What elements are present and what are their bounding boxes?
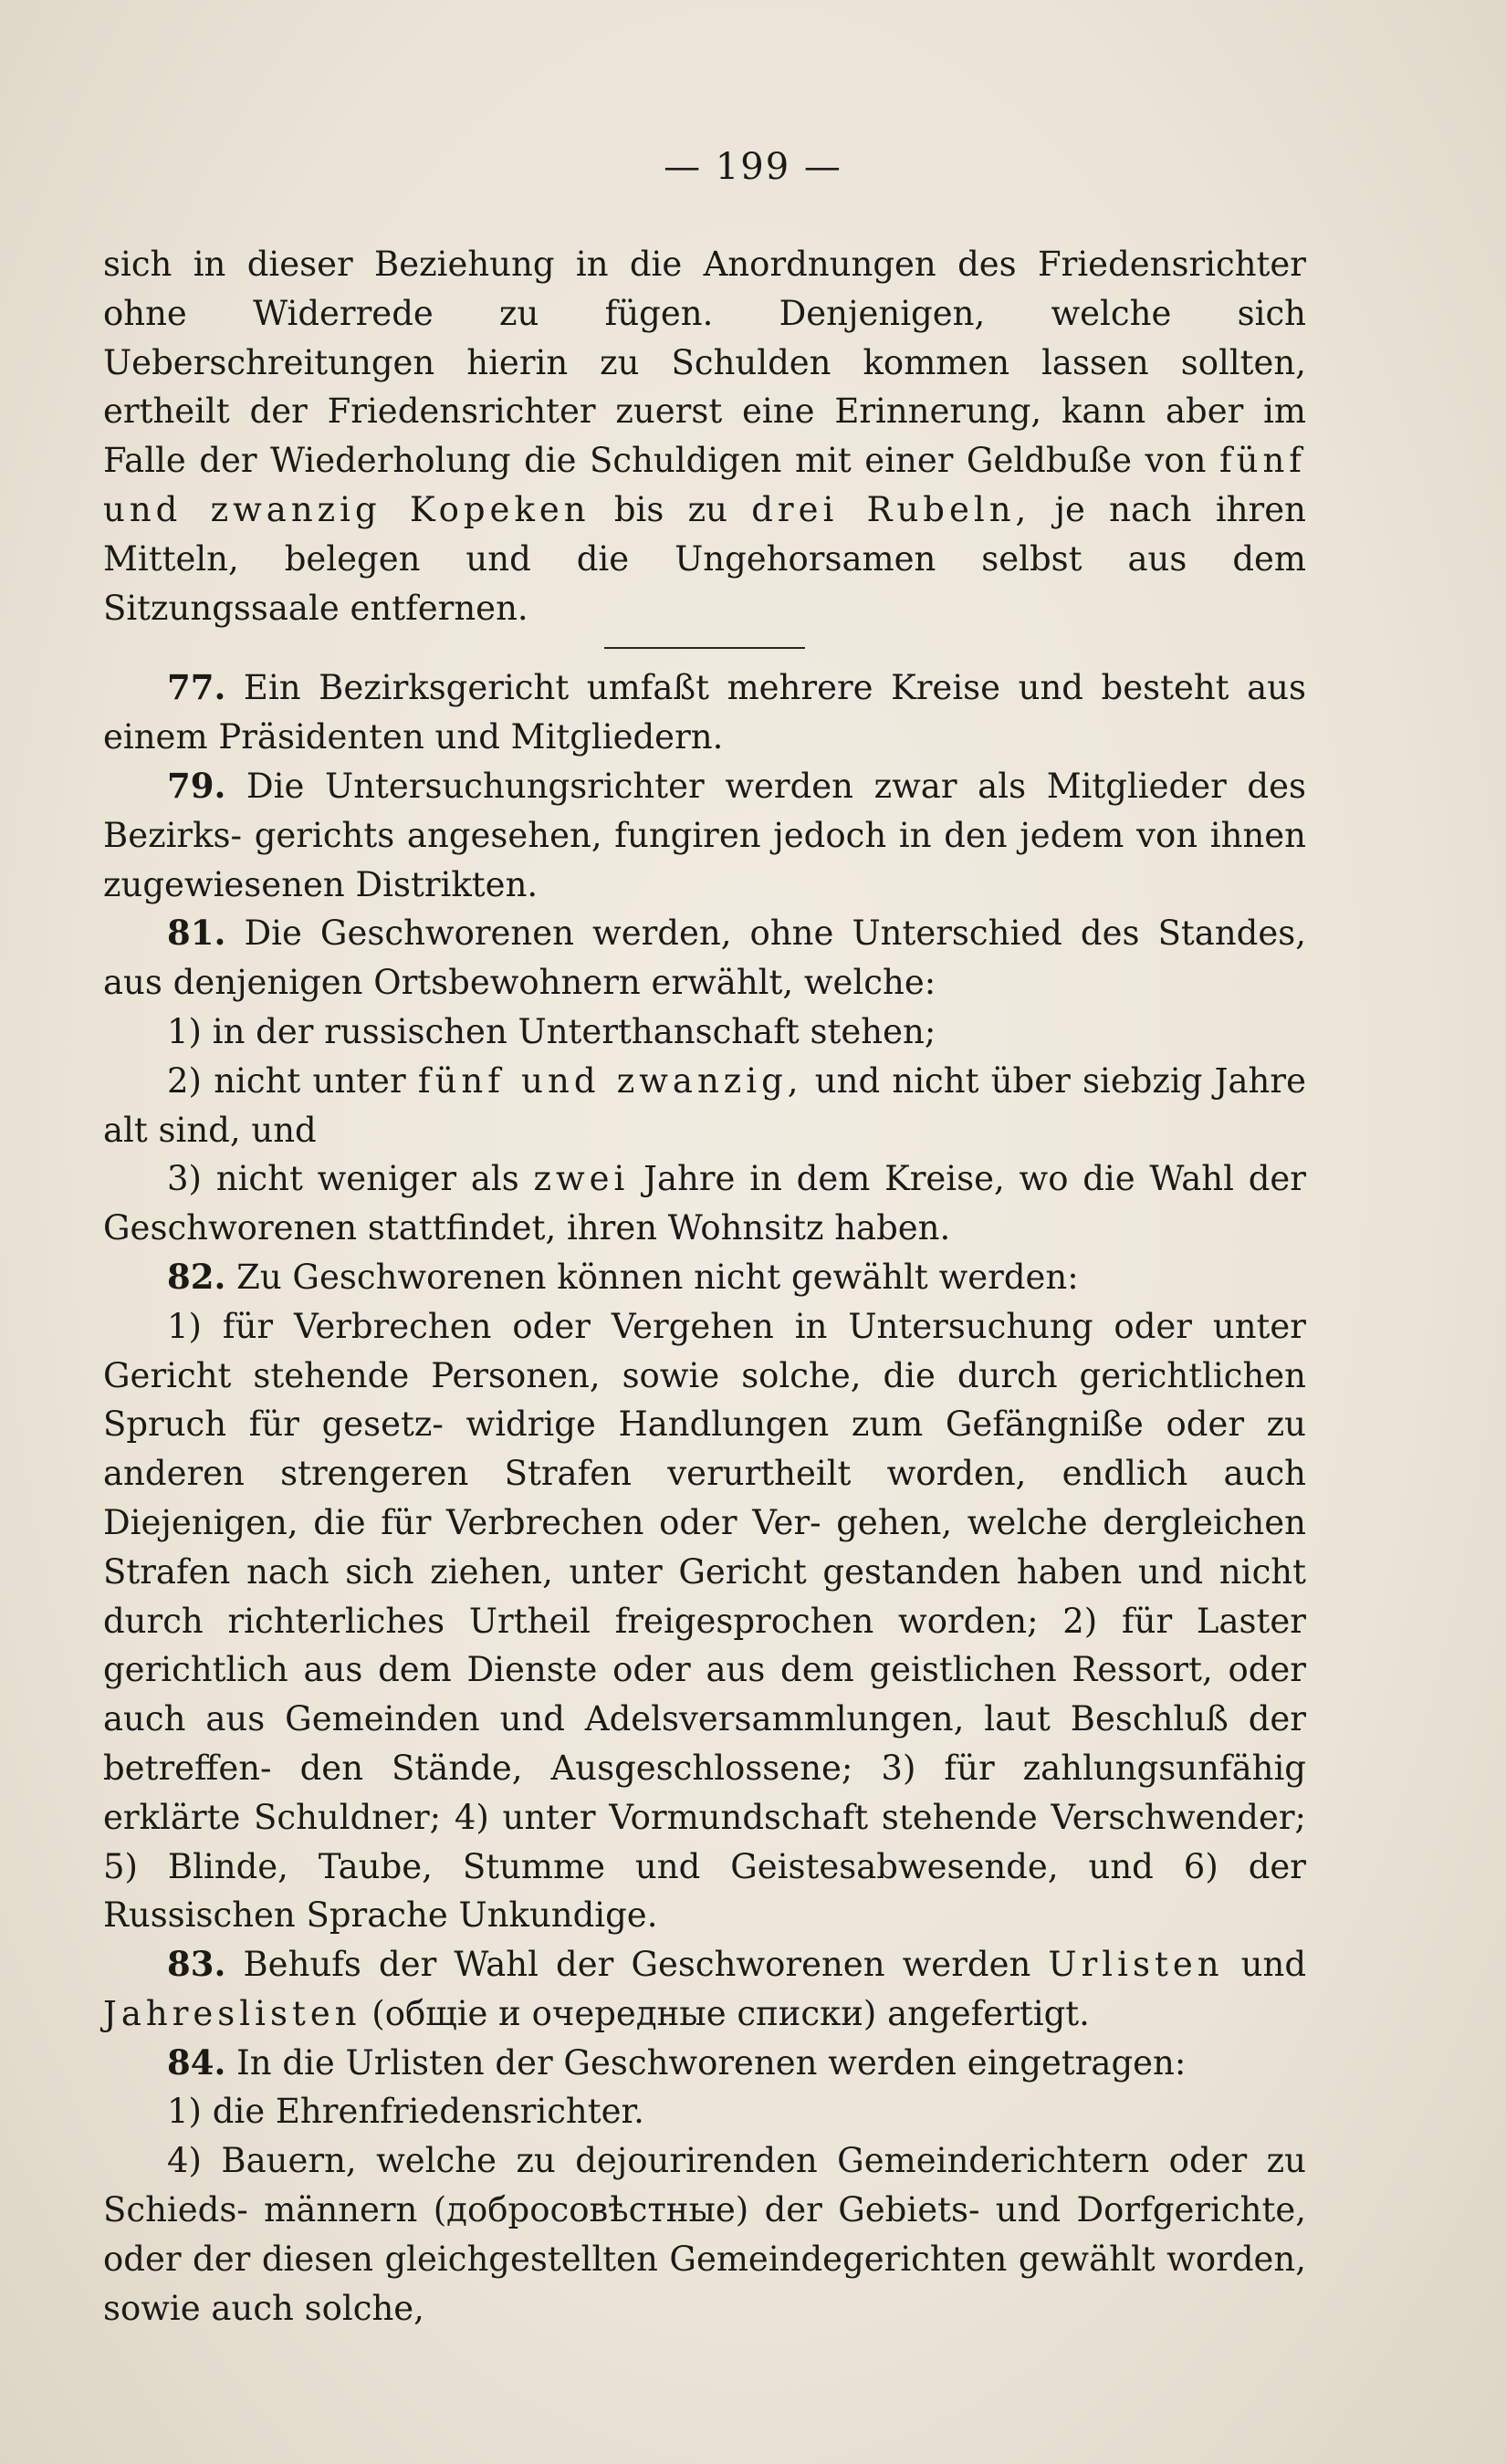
text-line: 1) in der russischen Unterthanschaft stehen;: [167, 1011, 936, 1051]
spaced-text: fünf und zwanzig,: [417, 1060, 803, 1101]
text-line: 3) nicht weniger als: [167, 1159, 534, 1199]
section-text: Die Untersuchungsrichter werden zwar als Mitglieder des Bezirks-: [103, 766, 1306, 855]
section-number: 77.: [167, 667, 226, 708]
text-line: diesen gleichgestellten Gemeindegerichten gewählt worden, sowie auch solche,: [103, 2239, 1306, 2328]
section-text: Zu Geschworenen können nicht gewählt werden:: [225, 1257, 1079, 1297]
text-line: (общіе и очередные списки) angefertigt.: [361, 1993, 1090, 2033]
list-item: [103, 1302, 1306, 1940]
text-line: 2) nicht unter: [167, 1060, 418, 1101]
spaced-text: fünf und zwanzig Kopeken: [103, 441, 1306, 529]
text-line: Sitzungssaale entfernen.: [103, 588, 528, 628]
section-text: In die Urlisten der Geschworenen werden eingetragen:: [225, 2042, 1187, 2083]
section-82: [103, 1253, 1306, 1302]
text-line: verurtheilt worden, endlich auch Diejenigen, die für Verbrechen oder Ver-: [103, 1454, 1306, 1542]
text-line: männern (добросовѣстные) der Gebiets- und Dorfgerichte, oder der: [103, 2190, 1306, 2279]
spaced-text: zwei: [533, 1159, 630, 1199]
section-83: [103, 1940, 1306, 2039]
text-line: gerichts angesehen, fungiren jedoch in den jedem von ihnen zugewiesenen: [103, 815, 1306, 904]
text-line: Schulden kommen lassen sollten, ertheilt der Friedensrichter zuerst eine: [103, 342, 1306, 432]
list-item: [103, 1057, 1306, 1155]
section-text: und: [1223, 1945, 1307, 1985]
spaced-text: drei Rubeln,: [751, 489, 1031, 529]
list-item: [103, 2136, 1306, 2333]
text-line: 1) die Ehrenfriedensrichter.: [167, 2092, 644, 2132]
text-line: und nicht über siebzig Jahre: [802, 1060, 1306, 1101]
list-item: [103, 1154, 1306, 1253]
section-number: 81.: [167, 913, 226, 954]
section-number: 83.: [167, 1944, 226, 1985]
page-number: — 199 —: [664, 146, 842, 188]
text-line: Jahre in dem Kreise, wo die Wahl der: [629, 1159, 1306, 1199]
section-84: [103, 2039, 1306, 2088]
paragraph-continuation: [103, 240, 1306, 632]
text-line: Widerrede zu fügen. Denjenigen, welche sich Ueberschreitungen hierin zu: [103, 293, 1306, 382]
text-line: den Stände, Ausgeschlossene; 3) für zahlungsunfähig erklärte Schuldner;: [103, 1748, 1306, 1837]
spaced-text: Urlisten: [1048, 1945, 1224, 1985]
text-line: widrige Handlungen zum Gefängniße oder zu anderen strengeren Strafen: [103, 1404, 1306, 1494]
text-line: sich in dieser Beziehung in die Anordnungen des Friedensrichter ohne: [103, 245, 1306, 333]
text-line: haben und nicht durch richterliches Urtheil freigesprochen worden; 2) für: [103, 1551, 1306, 1641]
spaced-text: Jahreslisten: [103, 1993, 361, 2033]
text-line: Erinnerung, kann aber im Falle der Wiederholung die Schuldigen mit: [103, 392, 1307, 481]
text-line: Geschworenen stattfindet, ihren Wohnsitz haben.: [103, 1208, 951, 1248]
text-line: gehen, welche dergleichen Strafen nach sich ziehen, unter Gericht gestanden: [103, 1502, 1306, 1592]
section-text: Ein Bezirksgericht umfaßt mehrere Kreise und besteht aus einem: [103, 668, 1306, 757]
section-81: [103, 909, 1306, 1008]
body-text: [103, 240, 1306, 2333]
text-line: Präsidenten und Mitgliedern.: [218, 717, 724, 757]
text-line: 4) Bauern, welche zu dejourirenden Gemeinderichtern oder zu Schieds-: [103, 2141, 1306, 2230]
text-line: je nach ihren Mitteln, belegen und die Ungehorsamen selbst aus dem: [103, 489, 1306, 579]
section-text: Die Geschworenen werden, ohne Unterschied des Standes, aus: [103, 914, 1306, 1003]
text-line: auch aus Gemeinden und Adelsversammlungen, laut Beschluß der betreffen-: [103, 1699, 1306, 1788]
section-77: [103, 663, 1306, 762]
section-number: 79.: [167, 765, 226, 806]
section-79: [103, 762, 1306, 909]
text-line: alt sind, und: [103, 1110, 317, 1150]
text-line: 4) unter Vormundschaft stehende Verschwender; 5) Blinde, Taube, Stumme: [103, 1797, 1306, 1886]
section-text: Behufs der Wahl der Geschworenen werden: [225, 1945, 1049, 1985]
section-number: 84.: [167, 2041, 226, 2083]
text-line: denjenigen Ortsbewohnern erwählt, welche:: [173, 963, 936, 1003]
text-line: Distrikten.: [355, 864, 539, 904]
text-line: und Geistesabwesende, und 6) der Russischen Sprache Unkundige.: [103, 1846, 1306, 1936]
text-line: bis zu: [590, 489, 752, 529]
text-line: Laster gerichtlich aus dem Dienste oder aus dem geistlichen Ressort, oder: [103, 1601, 1306, 1690]
section-divider: [604, 647, 805, 649]
text-line: 1) für Verbrechen oder Vergehen in Untersuchung oder unter Gericht: [103, 1306, 1306, 1395]
text-line: stehende Personen, sowie solche, die durch gerichtlichen Spruch für gesetz-: [103, 1355, 1307, 1445]
text-line: einer Geldbuße von: [864, 441, 1219, 481]
section-number: 82.: [167, 1256, 226, 1297]
list-item: [103, 1008, 1306, 1057]
list-item: [103, 2087, 1306, 2136]
